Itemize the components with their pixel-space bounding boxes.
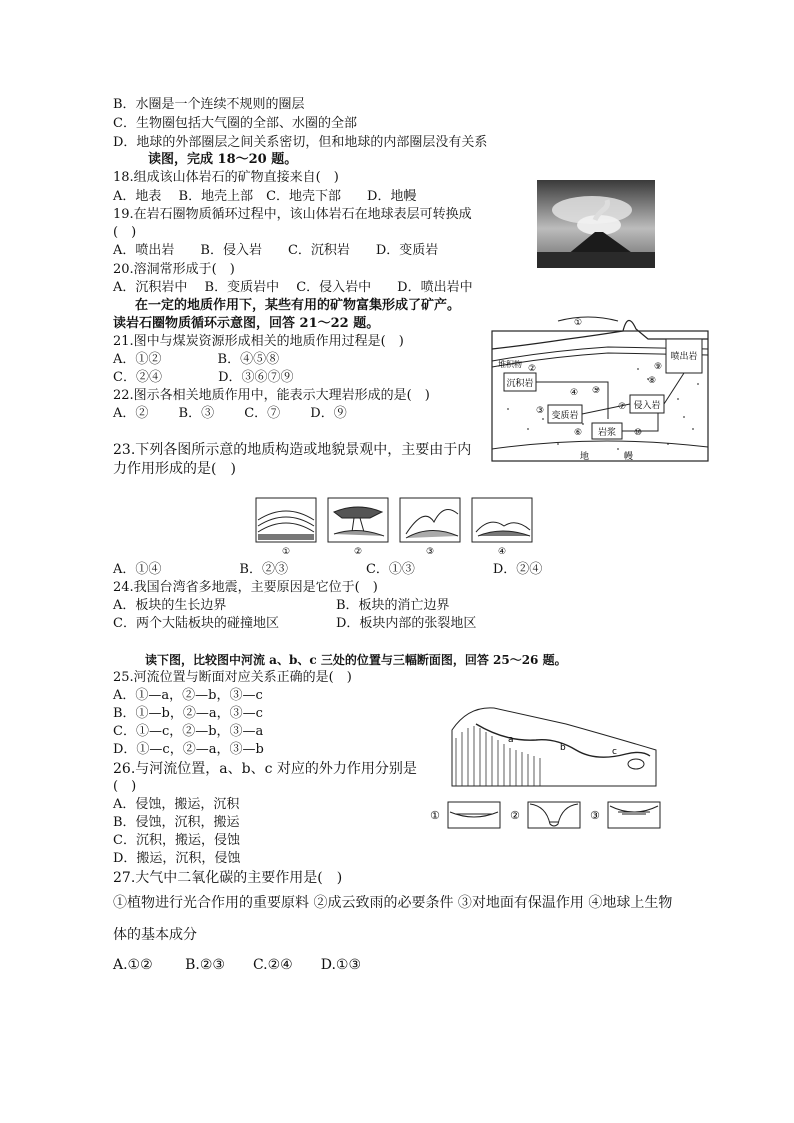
question-26-bracket: ( ) bbox=[113, 779, 137, 794]
section-label-2: ② bbox=[510, 809, 520, 822]
label-deposits: 堆积物 bbox=[498, 360, 522, 369]
question-23-options: A．①④ B．②③ C．①③ D．②④ bbox=[113, 562, 543, 577]
question-25-option-a: A．①—a，②—b，③—c bbox=[113, 688, 263, 703]
question-26-option-d: D．搬运，沉积，侵蚀 bbox=[113, 851, 241, 866]
question-25-option-b: B．①—b，②—a，③—c bbox=[113, 706, 263, 721]
label-extrusive: 喷出岩 bbox=[670, 352, 698, 362]
question-24-option-c: C．两个大陆板块的碰撞地区 bbox=[113, 616, 279, 631]
num-8: ⑧ bbox=[648, 376, 657, 386]
question-23: 23.下列各图所示意的地质构造或地貌景观中，主要由于内 bbox=[113, 442, 472, 458]
question-25-option-d: D．①—c，②—a，③—b bbox=[113, 742, 264, 757]
num-9: ⑨ bbox=[654, 362, 663, 372]
river-point-c: c bbox=[612, 747, 617, 757]
num-7: ⑦ bbox=[618, 402, 627, 412]
question-21: 21.图中与煤炭资源形成相关的地质作用过程是( ) bbox=[113, 334, 404, 349]
question-27-statements: ①植物进行光合作用的重要原料 ②成云致雨的必要条件 ③对地面有保温作用 ④地球上生物 bbox=[113, 895, 673, 911]
structure-caption-4: ④ bbox=[497, 547, 507, 556]
question-21-options-1: A．①② B．④⑤⑧ bbox=[113, 352, 280, 367]
volcano-photo bbox=[537, 180, 655, 268]
num-1: ① bbox=[574, 318, 583, 328]
num-10: ⑩ bbox=[634, 428, 643, 438]
question-19-options: A．喷出岩 B．侵入岩 C．沉积岩 D．变质岩 bbox=[113, 243, 439, 258]
num-6: ⑥ bbox=[574, 428, 583, 438]
question-25: 25.河流位置与断面对应关系正确的是( ) bbox=[113, 670, 352, 685]
question-26-option-c: C．沉积，搬运，侵蚀 bbox=[113, 833, 240, 848]
label-mantle-2: 幔 bbox=[624, 452, 634, 462]
question-21-options-2: C．②④ D．③⑥⑦⑨ bbox=[113, 370, 294, 385]
question-23-cont: 力作用形成的是( ) bbox=[113, 461, 236, 477]
question-27: 27.大气中二氧化碳的主要作用是( ) bbox=[113, 870, 343, 886]
section-label-3: ③ bbox=[590, 809, 600, 822]
question-24-option-d: D．板块内部的张裂地区 bbox=[336, 616, 477, 631]
question-27-statements-cont: 体的基本成分 bbox=[113, 927, 197, 943]
question-20-options: A．沉积岩中 B．变质岩中 C．侵入岩中 D．喷出岩中 bbox=[113, 280, 473, 295]
note-minerals: 在一定的地质作用下，某些有用的矿物富集形成了矿产。 bbox=[135, 298, 461, 313]
instruction-18-20: 读图，完成 18～20 题。 bbox=[148, 152, 298, 167]
question-25-option-c: C．①—c，②—b，③—a bbox=[113, 724, 264, 739]
question-20: 20.溶洞常形成于( ) bbox=[113, 262, 235, 277]
river-point-a: a bbox=[508, 735, 514, 745]
question-19: 19.在岩石圈物质循环过程中，该山体岩石在地球表层可转换成 bbox=[113, 207, 472, 222]
question-26: 26.与河流位置，a、b、c 对应的外力作用分别是 bbox=[113, 761, 417, 777]
question-18: 18.组成该山体岩石的矿物直接来自( ) bbox=[113, 170, 339, 185]
question-24: 24.我国台湾省多地震，主要原因是它位于( ) bbox=[113, 580, 378, 595]
question-26-option-b: B．侵蚀，沉积，搬运 bbox=[113, 815, 240, 830]
num-5: ⑤ bbox=[592, 386, 601, 396]
option-b-text: B．水圈是一个连续不规则的圈层 bbox=[113, 97, 305, 112]
river-profile-diagram bbox=[446, 702, 662, 788]
structure-caption-1: ① bbox=[281, 547, 291, 556]
option-d-text: D．地球的外部圈层之间关系密切，但和地球的内部圈层没有关系 bbox=[113, 135, 488, 150]
river-cross-sections bbox=[428, 800, 662, 830]
structure-caption-2: ② bbox=[353, 547, 363, 556]
question-22: 22.图示各相关地质作用中，能表示大理岩形成的是( ) bbox=[113, 388, 430, 403]
question-26-option-a: A．侵蚀，搬运，沉积 bbox=[113, 797, 240, 812]
option-c-text: C．生物圈包括大气圈的全部、水圈的全部 bbox=[113, 116, 357, 131]
num-3: ③ bbox=[536, 406, 545, 416]
label-magma: 岩浆 bbox=[597, 428, 617, 438]
num-2: ② bbox=[528, 364, 537, 374]
question-18-options: A．地表 B．地壳上部 C．地壳下部 D．地幔 bbox=[113, 189, 417, 204]
instruction-21-22: 读岩石圈物质循环示意图，回答 21～22 题。 bbox=[113, 316, 380, 331]
instruction-25-26: 读下图，比较图中河流 a、b、c 三处的位置与三幅断面图，回答 25～26 题。 bbox=[145, 653, 567, 667]
section-label-1: ① bbox=[430, 809, 440, 822]
label-metamorphic: 变质岩 bbox=[551, 411, 579, 421]
question-24-option-a: A．板块的生长边界 bbox=[113, 598, 227, 613]
river-point-b: b bbox=[560, 743, 566, 753]
num-4: ④ bbox=[570, 388, 579, 398]
structure-caption-3: ③ bbox=[425, 547, 435, 556]
question-22-options: A．② B．③ C．⑦ D．⑨ bbox=[113, 406, 347, 421]
question-19-bracket: ( ) bbox=[113, 225, 137, 240]
structure-panels bbox=[254, 496, 536, 556]
question-24-option-b: B．板块的消亡边界 bbox=[336, 598, 450, 613]
label-mantle-1: 地 bbox=[580, 452, 590, 462]
label-sedimentary: 沉积岩 bbox=[506, 379, 534, 389]
question-27-options: A.①② B.②③ C.②④ D.①③ bbox=[113, 957, 361, 973]
rock-cycle-diagram bbox=[488, 309, 714, 463]
label-intrusive: 侵入岩 bbox=[633, 401, 661, 411]
